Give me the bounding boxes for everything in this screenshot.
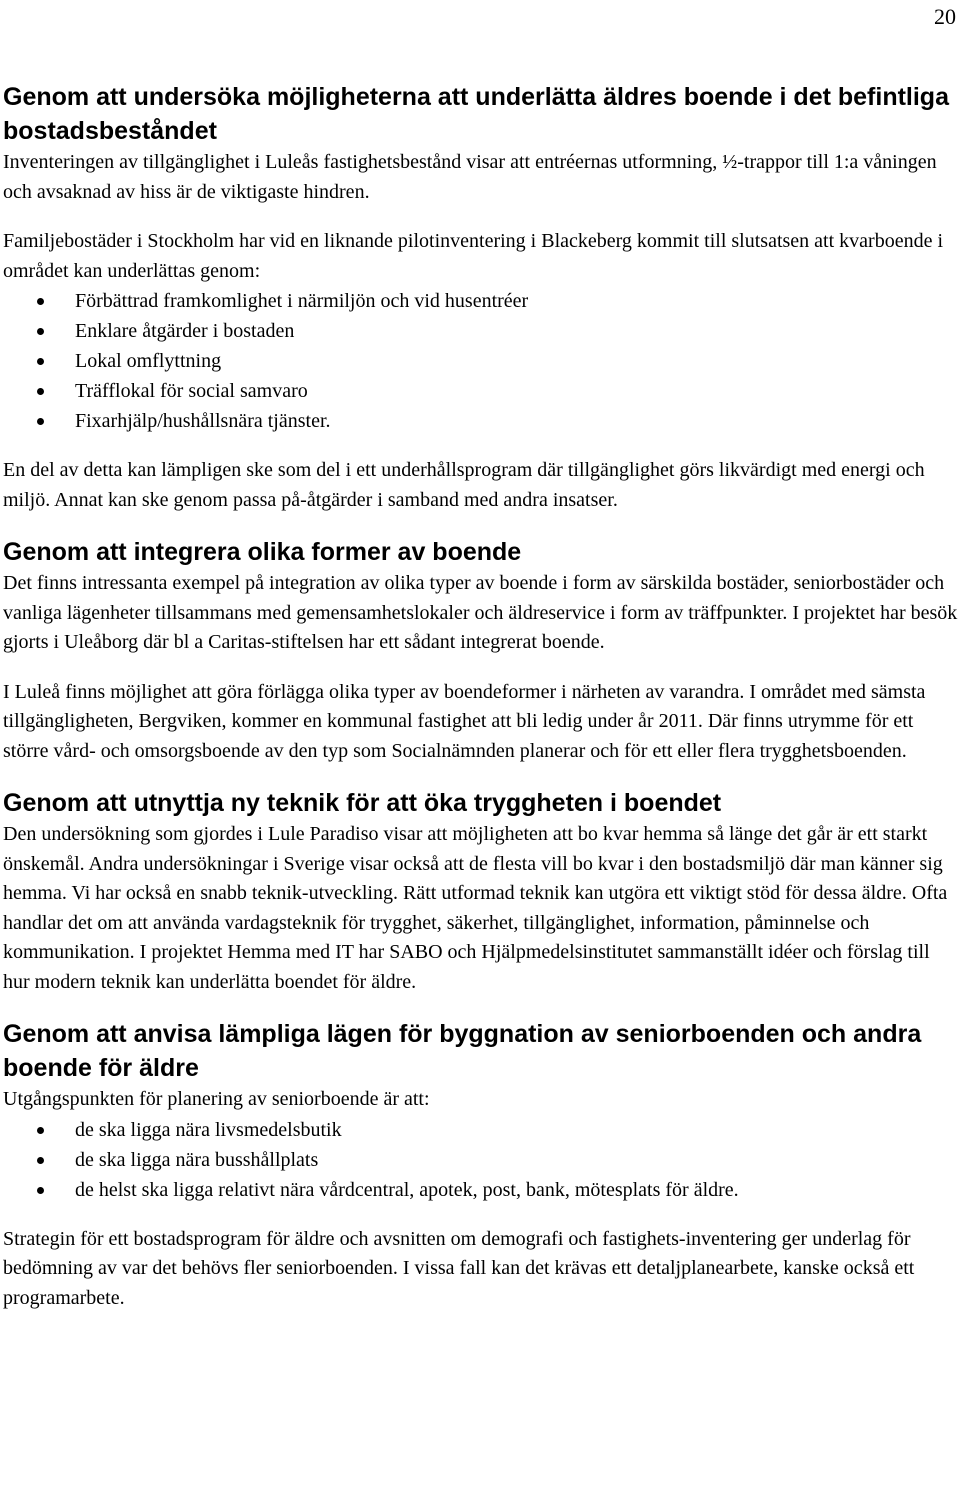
- list-item: [3, 1115, 958, 1145]
- paragraph: I Luleå finns möjlighet att göra förlägga olika typer av boendeformer i närheten av varandra. I området med sämsta tillgängligheten, Bergviken, kommer en kommunal fastighet att bli ledig under år 2011. Där finns utrymme för ett större vård- och omsorgsboende av den typ som Socialnämnden planerar och för ett eller flera trygghetsboenden.: [3, 680, 926, 762]
- list-item: [3, 1175, 958, 1205]
- bullet-icon: [37, 1187, 44, 1194]
- list-item: [3, 286, 958, 316]
- section-heading: Genom att anvisa lämpliga lägen för byggnation av seniorboenden och andra boende för äldre: [3, 1020, 922, 1082]
- list-item: [3, 406, 958, 436]
- list-item-text: Träfflokal för social samvaro: [75, 380, 308, 402]
- section-heading: Genom att undersöka möjligheterna att underlätta äldres boende i det befintliga bostadsbeståndet: [3, 83, 949, 145]
- paragraph: En del av detta kan lämpligen ske som del i ett underhållsprogram där tillgänglighet görs likvärdigt med energi och miljö. Annat kan ske genom passa på-åtgärder i samband med andra insatser.: [3, 459, 925, 511]
- paragraph: Strategin för ett bostadsprogram för äldre och avsnitten om demografi och fastighets-inventering ger underlag för bedömning av var det behövs fler seniorboenden. I vissa fall kan det krävas ett detaljplanearbete, kanske också ett programarbete.: [3, 1227, 915, 1309]
- bullet-list: [3, 286, 958, 436]
- paragraph: Familjebostäder i Stockholm har vid en liknande pilotinventering i Blackeberg kommit till slutsatsen att kvarboende i området kan underlättas genom:: [3, 230, 943, 282]
- page-number: 20: [934, 4, 956, 29]
- list-item-text: Förbättrad framkomlighet i närmiljön och vid husentréer: [75, 290, 529, 312]
- bullet-icon: [37, 388, 44, 395]
- list-item-text: de ska ligga nära livsmedelsbutik: [75, 1118, 342, 1141]
- bullet-icon: [37, 358, 44, 365]
- paragraph: Det finns intressanta exempel på integration av olika typer av boende i form av särskilda bostäder, seniorbostäder och vanliga lägenheter tillsammans med gemensamhetslokaler och äldreservice i form av träffpunkter. I projektet har besök gjorts i Uleåborg där bl a Caritas-stiftelsen har ett sådant integrerat boende.: [3, 572, 958, 653]
- list-item-text: de ska ligga nära busshållplats: [75, 1148, 319, 1171]
- list-item: [3, 376, 958, 406]
- bullet-icon: [37, 1157, 44, 1164]
- list-item: [3, 316, 958, 346]
- section-heading: Genom att utnyttja ny teknik för att öka tryggheten i boendet: [3, 789, 722, 817]
- list-item: [3, 346, 958, 376]
- section-heading: Genom att integrera olika former av boende: [3, 538, 522, 566]
- bullet-icon: [37, 328, 44, 335]
- list-item-text: Fixarhjälp/hushållsnära tjänster.: [75, 410, 331, 432]
- bullet-icon: [37, 1127, 44, 1134]
- bullet-list: [3, 1115, 958, 1205]
- list-item-text: Enklare åtgärder i bostaden: [75, 320, 295, 342]
- list-item-text: Lokal omflyttning: [75, 350, 222, 372]
- paragraph: Utgångspunkten för planering av seniorboende är att:: [3, 1088, 430, 1110]
- document-body: [3, 80, 958, 1313]
- bullet-icon: [37, 298, 44, 305]
- list-item: [3, 1145, 958, 1175]
- list-item-text: de helst ska ligga relativt nära vårdcentral, apotek, post, bank, mötesplats för äldre.: [75, 1178, 739, 1201]
- bullet-icon: [37, 418, 44, 425]
- paragraph: Den undersökning som gjordes i Lule Paradiso visar att möjligheten att bo kvar hemma så länge det går är ett starkt önskemål. Andra undersökningar i Sverige visar också att de flesta vill bo kvar i den bostadsmiljö där man känner sig hemma. Vi har också en snabb teknik-utveckling. Rätt utformad teknik kan utgöra ett viktigt stöd för dessa äldre. Ofta handlar det om att använda vardagsteknik för trygghet, säkerhet, tillgänglighet, information, påminnelse och kommunikation. I projektet Hemma med IT har SABO och Hjälpmedelsinstitutet sammanställt idéer och förslag till hur modern teknik kan underlätta boendet för äldre.: [3, 823, 948, 993]
- paragraph: Inventeringen av tillgänglighet i Luleås fastighetsbestånd visar att entréernas utformning, ½-trappor till 1:a våningen och avsaknad av hiss är de viktigaste hindren.: [3, 151, 937, 203]
